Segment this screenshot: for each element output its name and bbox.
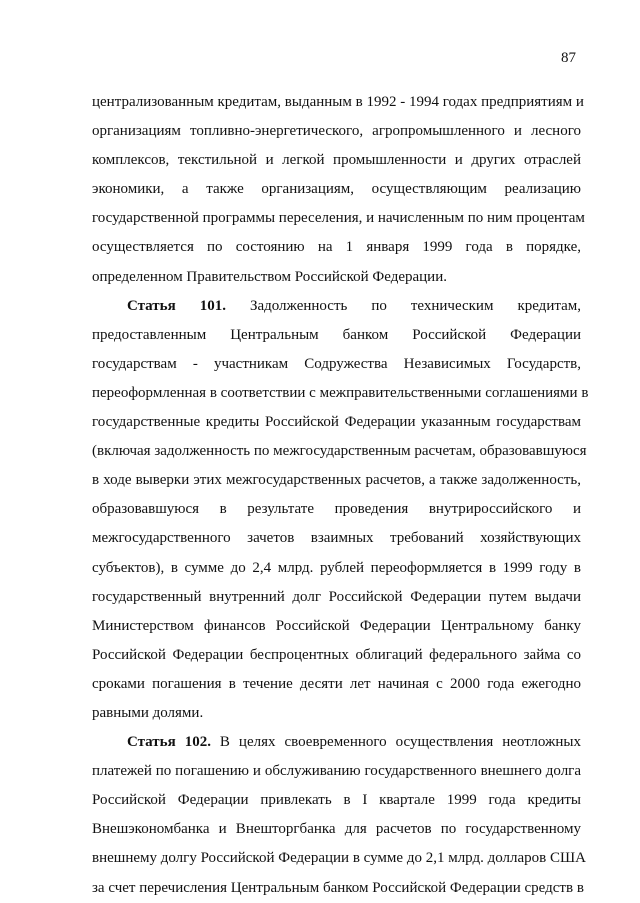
article-first-line — [127, 292, 581, 321]
text-line: в ходе выверки этих межгосударственных расчетов, а также задолженность, — [92, 472, 581, 489]
text-line: Министерством финансов Российской Федерации Центральному банку — [92, 617, 581, 634]
article-first-line — [127, 728, 581, 757]
text-line: сроками погашения в течение десяти лет начиная с 2000 года ежегодно — [92, 675, 581, 692]
text-line: образовавшуюся в результате проведения внутрироссийского и — [92, 501, 581, 518]
paragraph-continuation — [92, 88, 585, 292]
article-102 — [92, 728, 586, 903]
text-line: за счет перечисления Центральным банком Российской Федерации средств в — [92, 879, 584, 896]
article-label: Статья 101. — [127, 297, 226, 314]
text-line: экономики, а также организациям, осуществляющим реализацию — [92, 181, 581, 198]
text-line: переоформленная в соответствии с межправительственными соглашениями в — [92, 384, 589, 401]
article-101 — [92, 292, 589, 728]
text-line: платежей по погашению и обслуживанию государственного внешнего долга — [92, 763, 581, 780]
text-line: предоставленным Центральным банком Российской Федерации — [92, 326, 581, 343]
text-line: централизованным кредитам, выданным в 1992 - 1994 годах предприятиям и — [92, 94, 584, 110]
text-line: Российской Федерации привлекать в I квартале 1999 года кредиты — [92, 792, 581, 809]
article-first-line-text: Задолженность по техническим кредитам, — [225, 297, 581, 314]
text-line: определенном Правительством Российской Федерации. — [92, 268, 447, 285]
text-line: осуществляется по состоянию на 1 января 1999 года в порядке, — [92, 239, 581, 256]
text-line: государственной программы переселения, и начисленным по ним процентам — [92, 210, 585, 227]
text-line: государствам - участникам Содружества Независимых Государств, — [92, 355, 581, 372]
page-number: 87 — [561, 50, 576, 66]
text-line: внешнему долгу Российской Федерации в сумме до 2,1 млрд. долларов США — [92, 850, 586, 867]
text-line: комплексов, текстильной и легкой промышленности и других отраслей — [92, 152, 581, 169]
text-line: Российской Федерации беспроцентных облигаций федерального займа со — [92, 646, 581, 663]
text-line: межгосударственного зачетов взаимных требований хозяйствующих — [92, 530, 581, 547]
text-line: организациям топливно-энергетического, агропромышленного и лесного — [92, 123, 581, 140]
article-label: Статья 102. — [127, 734, 211, 751]
text-line: равными долями. — [92, 704, 204, 721]
document-body — [92, 88, 589, 903]
text-line: государственный внутренний долг Российской Федерации путем выдачи — [92, 588, 581, 605]
text-line: субъектов), в сумме до 2,4 млрд. рублей переоформляется в 1999 году в — [92, 559, 581, 576]
text-line: государственные кредиты Российской Федерации указанным государствам — [92, 414, 581, 431]
text-line: (включая задолженность по межгосударственным расчетам, образовавшуюся — [92, 443, 587, 460]
article-first-line-text: В целях своевременного осуществления неотложных — [210, 734, 581, 751]
text-line: Внешэкономбанка и Внешторгбанка для расчетов по государственному — [92, 821, 581, 838]
